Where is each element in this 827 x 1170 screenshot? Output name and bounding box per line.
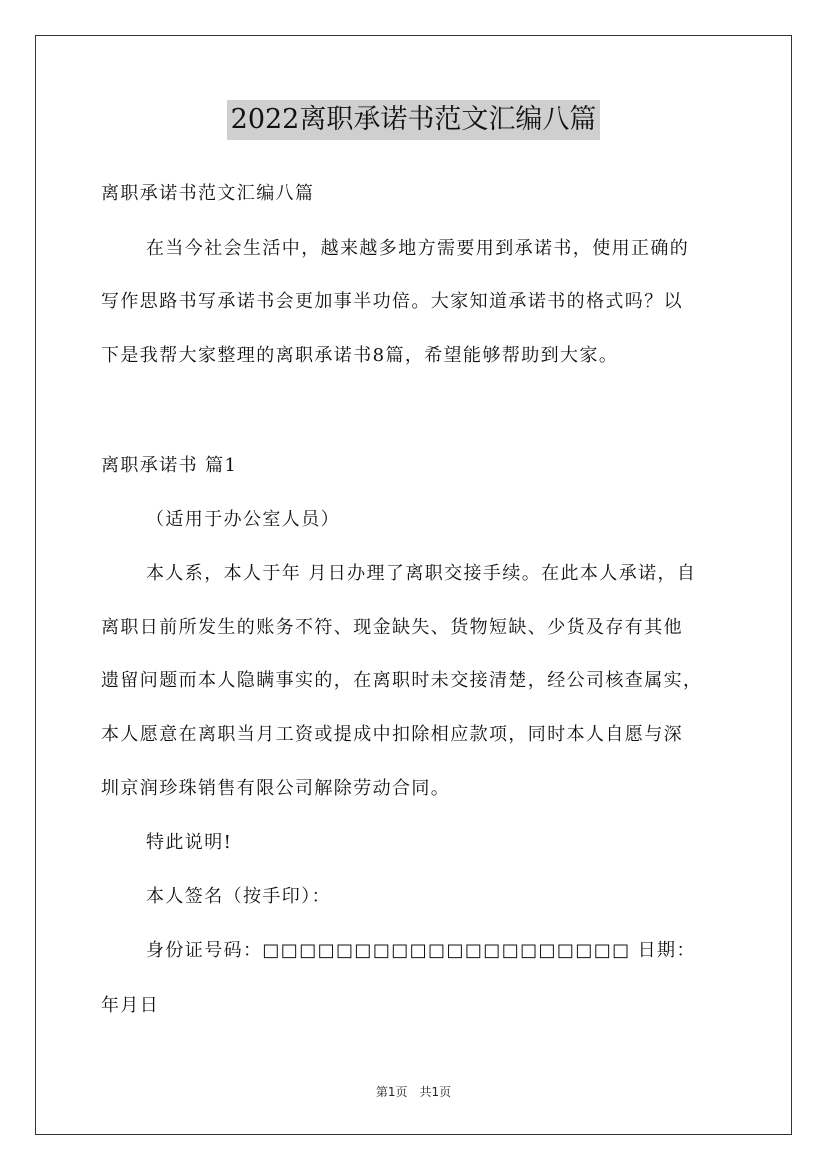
intro-line: 在当今社会生活中，越来越多地方需要用到承诺书，使用正确的 — [146, 238, 690, 259]
body-line: 遗留问题而本人隐瞒事实的，在离职时未交接清楚，经公司核查属实， — [101, 670, 703, 691]
page-footer: 第1页 共1页 — [375, 1085, 452, 1099]
intro-line: 下是我帮大家整理的离职承诺书8篇，希望能够帮助到大家。 — [101, 345, 619, 366]
date-line: 年月日 — [101, 995, 160, 1016]
body-line: 圳京润珍珠销售有限公司解除劳动合同。 — [101, 778, 451, 799]
signature-label: 本人签名（按手印）： — [146, 886, 331, 907]
document-title-text: 2022离职承诺书范文汇编八篇 — [227, 100, 601, 140]
body-line: 离职日前所发生的账务不符、现金缺失、货物短缺、少货及存有其他 — [101, 617, 683, 638]
applicability-note: （适用于办公室人员） — [146, 509, 340, 530]
intro-line: 写作思路书写承诺书会更加事半功倍。大家知道承诺书的格式吗？以 — [101, 291, 683, 312]
id-number-line: 身份证号码：□□□□□□□□□□□□□□□□□□□□ 日期： — [146, 940, 696, 961]
section-heading: 离职承诺书 篇1 — [101, 455, 238, 476]
body-line: 本人愿意在离职当月工资或提成中扣除相应款项，同时本人自愿与深 — [101, 724, 683, 745]
body-line: 本人系，本人于年 月日办理了离职交接手续。在此本人承诺，自 — [146, 563, 697, 584]
document-title — [0, 100, 827, 140]
document-subtitle: 离职承诺书范文汇编八篇 — [101, 183, 315, 204]
special-note: 特此说明! — [146, 832, 233, 853]
